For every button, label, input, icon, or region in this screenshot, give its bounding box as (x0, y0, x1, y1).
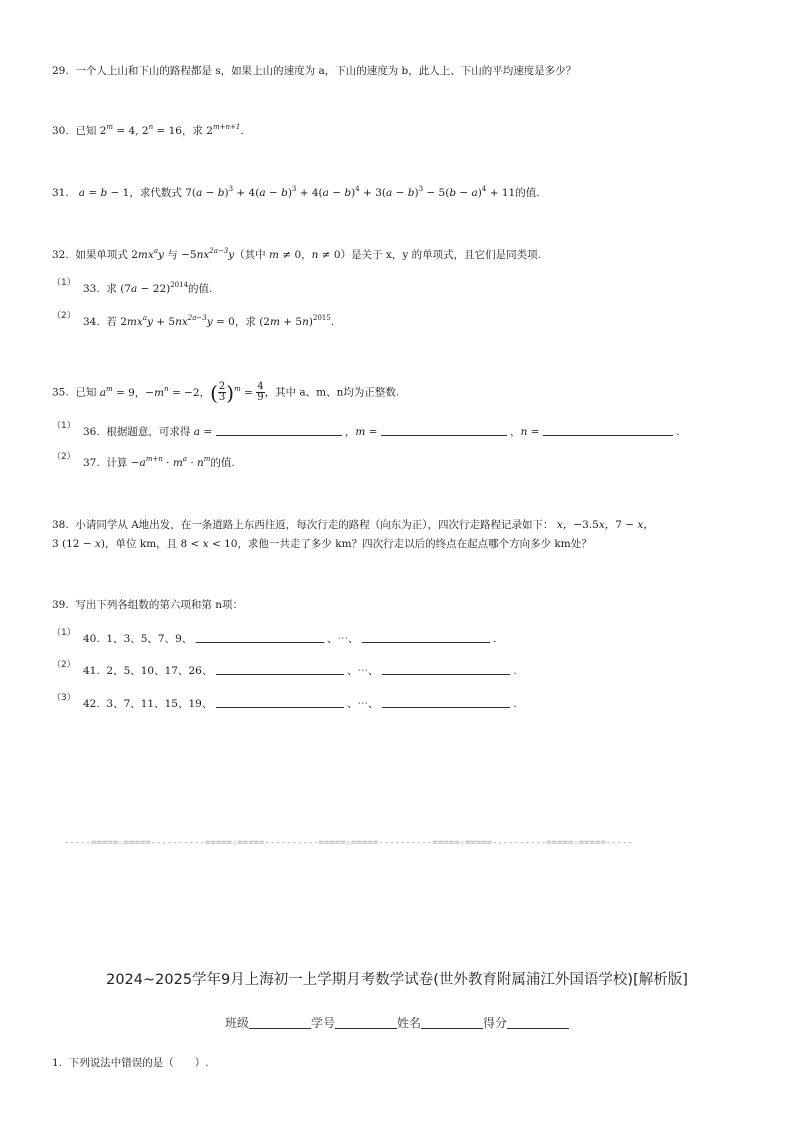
class-label: 班级 (224, 1016, 249, 1030)
question-35: 35. 已知 $a^m = 9$，$-m^n = -2$，( $\frac{2}{3}$ )$^m$ = $\frac{4}{9}$ ，其中 a、m、n均为正整数. (52, 380, 400, 405)
student-info-line (0, 1014, 794, 1031)
question-29 (52, 64, 576, 78)
question-number: 30. (52, 125, 69, 137)
math-expression: $2^{m+n+1}$ (206, 123, 241, 137)
question-text: 一个人上山和下山的路程都是 s，如果上山的速度为 a，下山的速度为 b，此人上、下山的平均速度是多少？ (75, 65, 577, 77)
math-expression: 2$^m$ = 4, 2$^n$ = 16 (99, 123, 182, 137)
question-text: 下列说法中错误的是（ ）. (68, 1057, 209, 1069)
question-number: 31. (52, 187, 69, 199)
answer-blank-a[interactable] (216, 425, 342, 436)
math-expression: $2mx^ay$ (131, 247, 164, 261)
question-number: 38. (52, 519, 69, 531)
question-31: 31. a = b − 1，求代数式 $7(a - b)^3 + 4(a - b)^3 + 4(a - b)^4 + 3(a - b)^3 - 5(b - a)^4 + 11$的值. (52, 185, 540, 199)
exam-title: 2024~2025学年9月上海初一上学期月考数学试卷(世外教育附属浦江外国语学校)[解析版] (106, 972, 688, 988)
math-expression: m ≠ 0，n ≠ 0 (269, 249, 341, 261)
sub-marker: （1） (52, 278, 76, 288)
answer-blank-m[interactable] (381, 425, 507, 436)
question-number: 37. (83, 457, 100, 469)
id-label: 学号 (310, 1016, 335, 1030)
sub-marker: （2） (52, 452, 76, 462)
question-number: 29. (52, 65, 69, 77)
math-expression: $a^m = 9$，$-m^n = -2$，( $\frac{2}{3}$ )$^m$ = $\frac{4}{9}$ (99, 380, 264, 405)
math-expression: $(7a - 22)^{2014}$ (120, 281, 189, 295)
score-field[interactable] (507, 1016, 569, 1029)
math-expression: 8 < x < 10 (180, 538, 238, 550)
score-label: 得分 (483, 1016, 508, 1030)
question-number: 42. (83, 698, 100, 710)
question-39 (52, 598, 243, 612)
answer-blank-sixth-term[interactable] (216, 697, 344, 708)
question-32: 32. 如果单项式 $2mx^ay$ 与 $-5nx^{2a-3}y$（其中 m ≠ 0，n ≠ 0）是关于 x，y 的单项式，且它们是同类项. (52, 247, 541, 261)
math-expression: $2mx^ay + 5nx^{2a-3}y = 0$ (120, 314, 235, 328)
answer-blank-sixth-term[interactable] (216, 664, 344, 675)
math-expression: $-a^{m+n} \cdot m^a \cdot n^m$ (130, 455, 211, 469)
question-30: 30. 已知 2$^m$ = 4, 2$^n$ = 16，求 $2^{m+n+1}$. (52, 123, 244, 137)
question-number: 36. (83, 426, 100, 438)
math-expression: a = b − 1 (75, 187, 130, 199)
math-expression: $(2m + 5n)^{2015}$ (259, 314, 331, 328)
math-expression: 3 (12 − x) (52, 538, 105, 550)
sub-marker: （2） (52, 311, 76, 321)
name-label: 姓名 (397, 1016, 422, 1030)
class-field[interactable] (249, 1016, 311, 1029)
sub-marker: （1） (52, 628, 76, 638)
answer-blank-sixth-term[interactable] (196, 632, 324, 643)
sub-marker: （2） (52, 660, 76, 670)
question-number: 39. (52, 599, 69, 611)
question-number: 41. (83, 665, 100, 677)
question-number: 35. (52, 386, 69, 399)
sub-marker: （3） (52, 693, 76, 703)
answer-blank-n[interactable] (543, 425, 673, 436)
question-38-line-2: 3 (12 − x)，单位 km，且 8 < x < 10，求他一共走了多少 km？四次行走以后的终点在起点哪个方向多少 km处？ (52, 538, 592, 550)
id-field[interactable] (335, 1016, 397, 1029)
question-number: 32. (52, 249, 69, 261)
answer-blank-nth-term[interactable] (362, 632, 490, 643)
question-number: 40. (83, 633, 100, 645)
answer-blank-nth-term[interactable] (382, 697, 510, 708)
question-number: 33. (83, 283, 100, 295)
question-1 (52, 1056, 209, 1070)
name-field[interactable] (421, 1016, 483, 1029)
question-38: 38. 小请同学从 A地出发，在一条道路上东西往返，每次行走的路程（向东为正），四次行走路程记录如下： x，−3.5x，7 − x， (52, 519, 654, 531)
math-expression: x，−3.5x，7 − x， (556, 519, 654, 531)
sub-marker: （1） (52, 421, 76, 431)
math-expression: $-5nx^{2a-3}y$ (181, 247, 235, 261)
answer-blank-nth-term[interactable] (382, 664, 510, 675)
section-divider: -----=====☆=====----------=====☆=====----------=====☆=====----------=====☆=====----------=====☆=====----- (64, 838, 633, 848)
question-number: 34. (83, 316, 100, 328)
question-text: 写出下列各组数的第六项和第 n项： (75, 599, 243, 611)
math-expression: $7(a - b)^3 + 4(a - b)^3 + 4(a - b)^4 + 3(a - b)^3 - 5(b - a)^4 + 11$ (185, 185, 516, 199)
question-number: 1. (52, 1057, 63, 1069)
